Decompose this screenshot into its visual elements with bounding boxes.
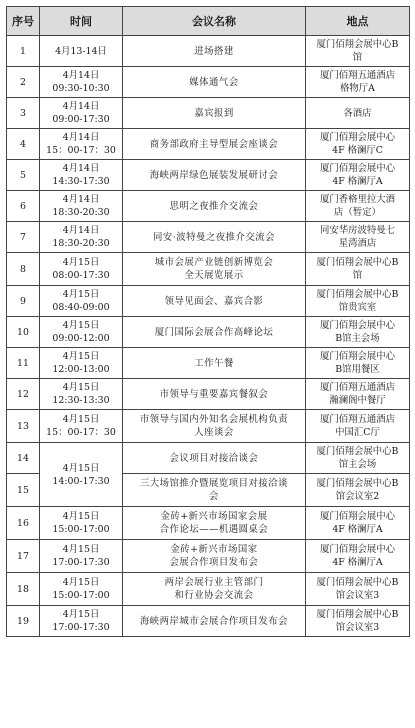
cell-location: 厦门香格里拉大酒 店（暂定） [306,191,410,222]
cell-no: 13 [7,410,40,443]
table-row [7,286,410,317]
cell-meeting-name: 工作午餐 [123,348,306,379]
cell-no: 16 [7,507,40,540]
cell-time: 4月15日 17:00-17:30 [40,606,123,637]
cell-location: 厦门佰翔会展中心B 馆 [306,253,410,286]
cell-time: 4月14日 18:30-20:30 [40,191,123,222]
cell-meeting-name: 同安·波特曼之夜推介交流会 [123,222,306,253]
cell-time: 4月14日 15：00-17：30 [40,129,123,160]
cell-location: 厦门佰翔会展中心 4F 格澜厅A [306,540,410,573]
cell-time: 4月14日 18:30-20:30 [40,222,123,253]
cell-location: 厦门佰翔会展中心B 馆会议室3 [306,573,410,606]
cell-no: 8 [7,253,40,286]
cell-location: 厦门佰翔会展中心 B馆主会场 [306,317,410,348]
table-row [7,253,410,286]
table-row [7,443,410,474]
cell-location: 厦门佰翔五通酒店 瀚澜阁中餐厅 [306,379,410,410]
table-row [7,98,410,129]
cell-time: 4月15日 15:00-17:00 [40,573,123,606]
cell-location: 厦门佰翔会展中心 4F 格澜厅C [306,129,410,160]
cell-time: 4月15日 14:00-17:30 [40,443,123,507]
cell-meeting-name: 两岸会展行业主管部门 和行业协会交流会 [123,573,306,606]
cell-time: 4月15日 15:00-17:00 [40,507,123,540]
cell-time: 4月15日 08:00-17:30 [40,253,123,286]
table-row [7,507,410,540]
table-row [7,191,410,222]
cell-meeting-name: 进场搭建 [123,36,306,67]
cell-no: 5 [7,160,40,191]
cell-no: 14 [7,443,40,474]
cell-meeting-name: 思明之夜推介交流会 [123,191,306,222]
schedule-table [6,6,410,637]
table-row [7,222,410,253]
cell-meeting-name: 市领导与重要嘉宾餐叙会 [123,379,306,410]
cell-location: 厦门佰翔会展中心 4F 格澜厅A [306,507,410,540]
cell-no: 6 [7,191,40,222]
cell-no: 17 [7,540,40,573]
cell-time: 4月14日 09:00-17:30 [40,98,123,129]
header-no: 序号 [7,7,40,36]
cell-meeting-name: 市领导与国内外知名会展机构负责 人座谈会 [123,410,306,443]
cell-location: 厦门佰翔五通酒店 中国汇C厅 [306,410,410,443]
cell-meeting-name: 嘉宾报到 [123,98,306,129]
table-row [7,348,410,379]
table-header-row [7,7,410,36]
cell-location: 各酒店 [306,98,410,129]
cell-location: 厦门佰翔会展中心 B馆用餐区 [306,348,410,379]
cell-location: 厦门佰翔五通酒店 格物厅A [306,67,410,98]
cell-meeting-name: 媒体通气会 [123,67,306,98]
cell-time: 4月15日 09:00-12:00 [40,317,123,348]
cell-no: 19 [7,606,40,637]
table-row [7,606,410,637]
cell-no: 7 [7,222,40,253]
cell-meeting-name: 金砖+新兴市场国家 会展合作项目发布会 [123,540,306,573]
table-row [7,540,410,573]
cell-meeting-name: 金砖+新兴市场国家会展 合作论坛——机遇圆桌会 [123,507,306,540]
cell-time: 4月14日 14:30-17:30 [40,160,123,191]
table-row [7,36,410,67]
cell-time: 4月15日 15：00-17：30 [40,410,123,443]
table-row [7,410,410,443]
schedule-document [6,6,409,637]
cell-location: 厦门佰翔会展中心 4F 格澜厅A [306,160,410,191]
cell-meeting-name: 海峡两岸绿色展装发展研讨会 [123,160,306,191]
cell-no: 18 [7,573,40,606]
cell-location: 同安华房波特曼七 星湾酒店 [306,222,410,253]
table-row [7,379,410,410]
cell-no: 1 [7,36,40,67]
cell-meeting-name: 商务部政府主导型展会座谈会 [123,129,306,160]
header-location: 地点 [306,7,410,36]
header-time: 时间 [40,7,123,36]
cell-time: 4月15日 12:30-13:30 [40,379,123,410]
cell-time: 4月13-14日 [40,36,123,67]
header-name: 会议名称 [123,7,306,36]
table-row [7,160,410,191]
cell-location: 厦门佰翔会展中心B 馆会议室3 [306,606,410,637]
cell-time: 4月14日 09:30-10:30 [40,67,123,98]
cell-no: 11 [7,348,40,379]
cell-no: 3 [7,98,40,129]
cell-meeting-name: 领导见面会、嘉宾合影 [123,286,306,317]
cell-meeting-name: 城市会展产业链创新博览会 全天展览展示 [123,253,306,286]
cell-time: 4月15日 08:40-09:00 [40,286,123,317]
cell-meeting-name: 厦门国际会展合作高峰论坛 [123,317,306,348]
table-row [7,317,410,348]
cell-location: 厦门佰翔会展中心B 馆贵宾室 [306,286,410,317]
table-row [7,129,410,160]
cell-location: 厦门佰翔会展中心B 馆主会场 [306,443,410,474]
cell-meeting-name: 会议项目对接洽谈会 [123,443,306,474]
cell-no: 12 [7,379,40,410]
cell-no: 2 [7,67,40,98]
cell-no: 15 [7,474,40,507]
cell-no: 10 [7,317,40,348]
cell-time: 4月15日 17:00-17:30 [40,540,123,573]
table-row [7,67,410,98]
cell-location: 厦门佰翔会展中心B 馆会议室2 [306,474,410,507]
cell-location: 厦门佰翔会展中心B 馆 [306,36,410,67]
cell-meeting-name: 海峡两岸城市会展合作项目发布会 [123,606,306,637]
cell-meeting-name: 三大场馆推介暨展览项目对接洽谈 会 [123,474,306,507]
cell-time: 4月15日 12:00-13:00 [40,348,123,379]
cell-no: 9 [7,286,40,317]
table-row [7,573,410,606]
cell-no: 4 [7,129,40,160]
